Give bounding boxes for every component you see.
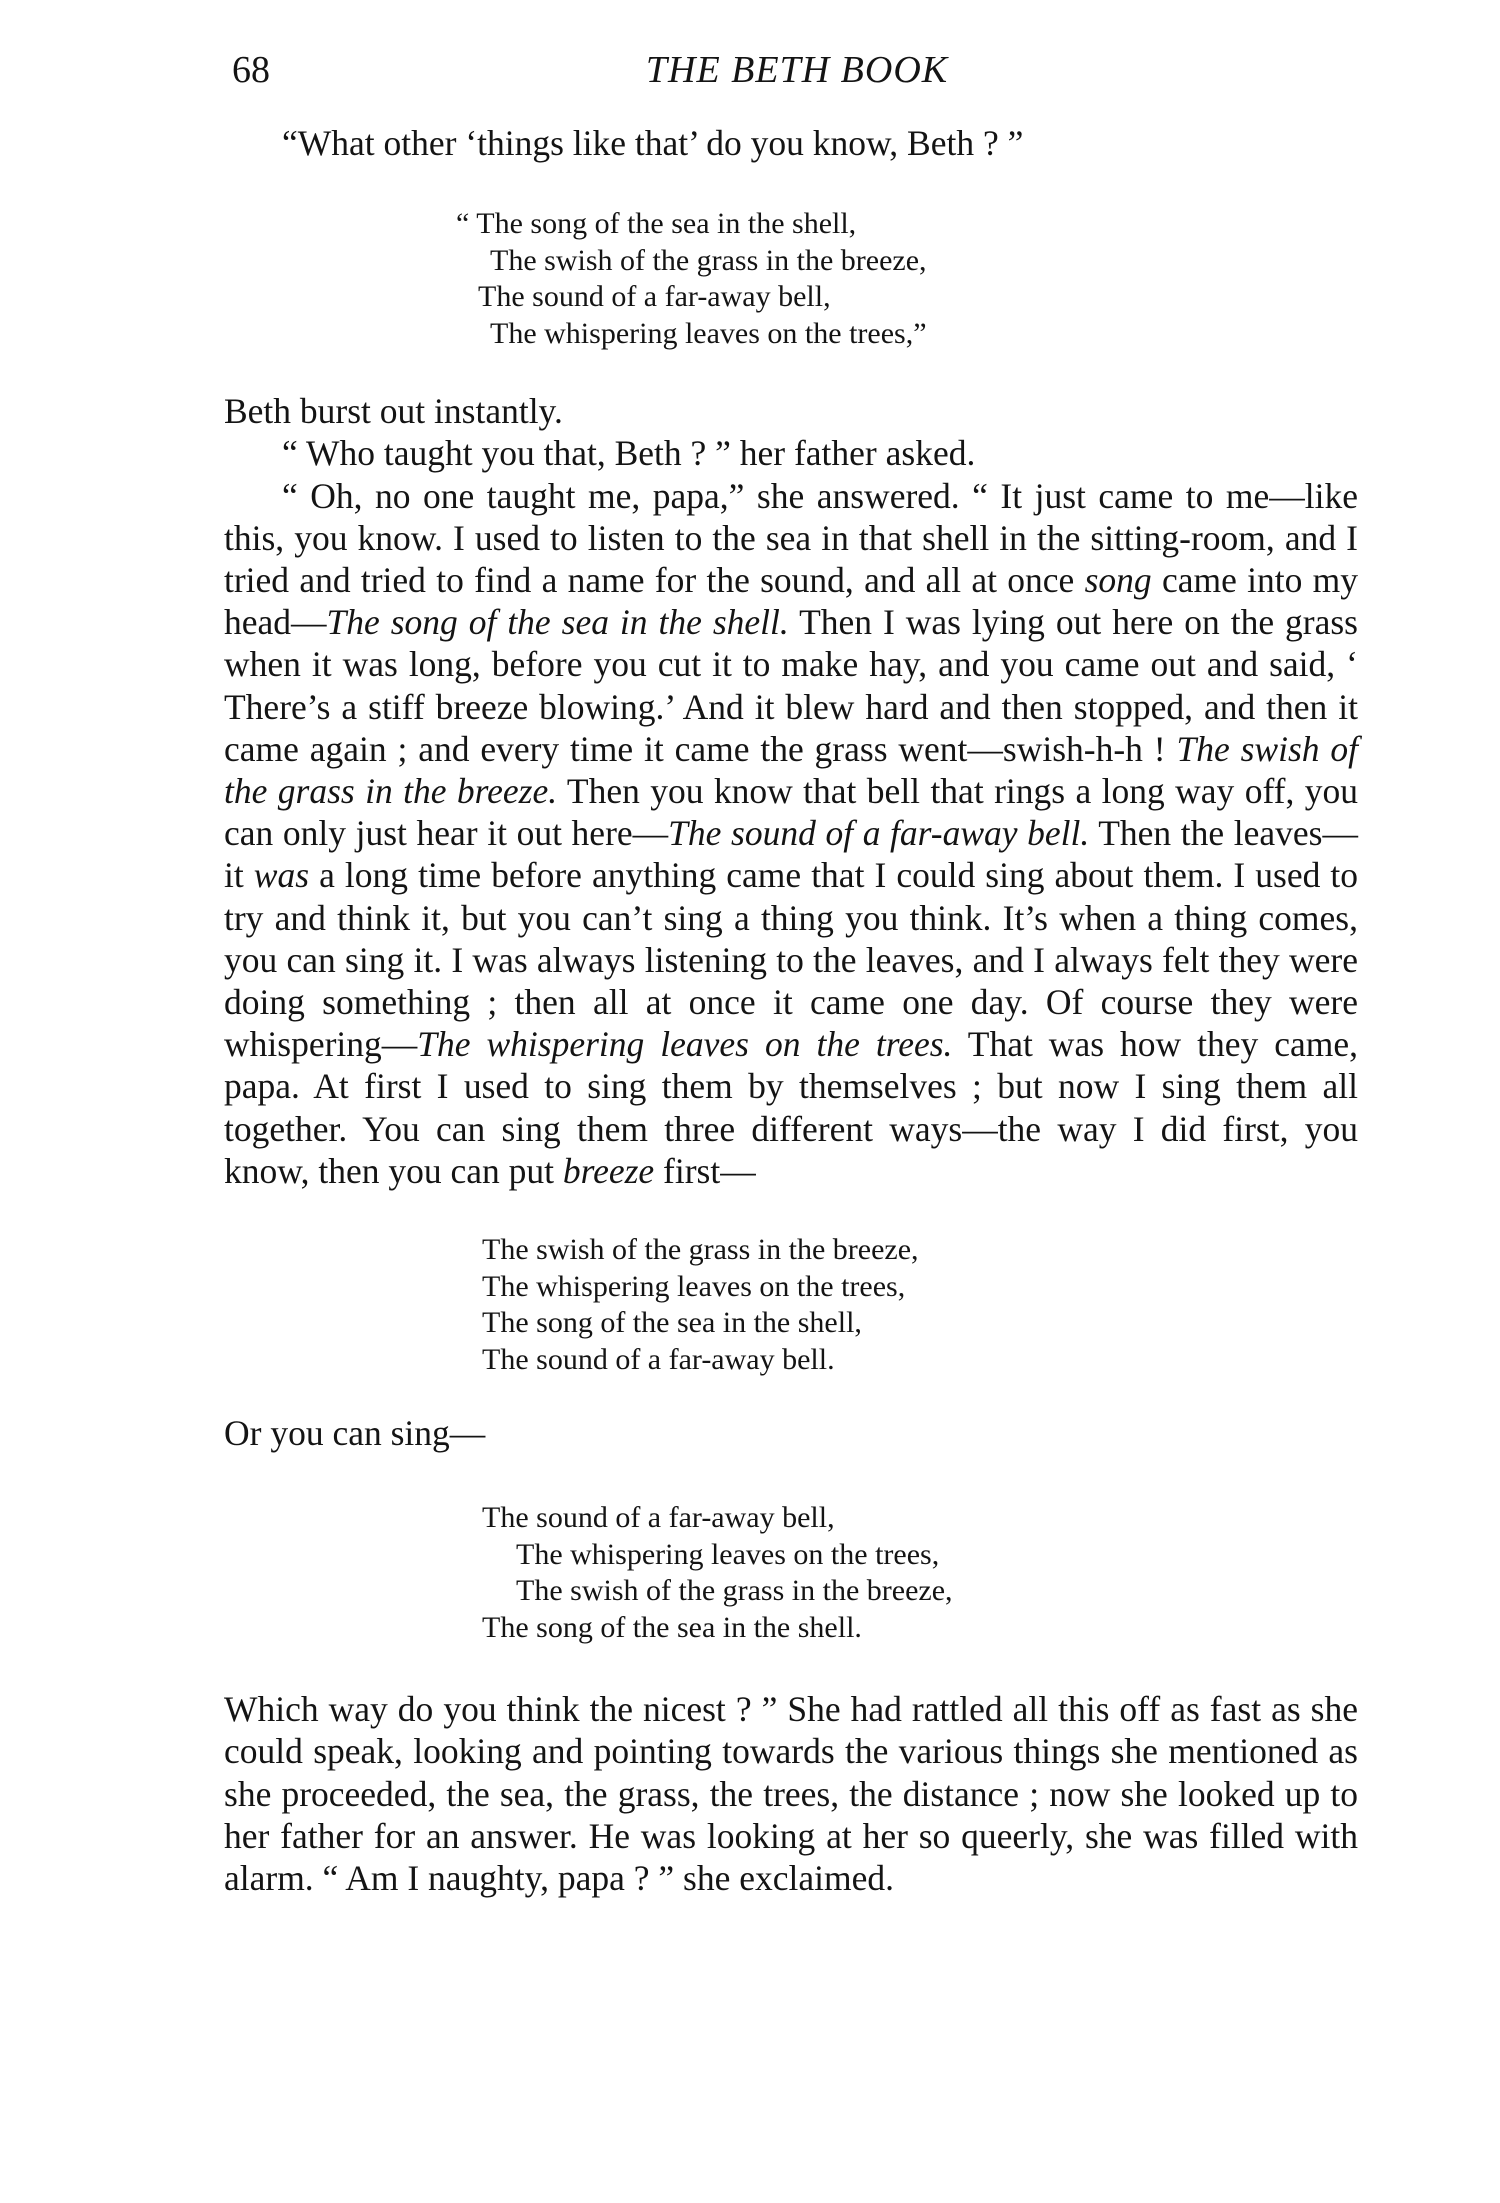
poem-line: The sound of a far-away bell.: [482, 1342, 835, 1376]
text-run: Then the leaves—it: [224, 813, 1358, 896]
paragraph-which-way: Which way do you think the nicest ? ” She had rattled all this off as fast as she could speak, looking and pointing towards the various things she mentioned as she proceeded, the sea, the grass, the trees, the distance ; now she looked up to her father for an answer. He was looking at her so queerly, she was filled with alarm. “ Am I naughty, papa ? ” she exclaimed.: [224, 1689, 1358, 1899]
text-run: a long time before anything came that I could sing about them. I used to try and think it, but you can’t sing a thing you think. It’s when a thing comes, you can sing it. I was always listening to the leaves, and I always felt they were doing something ; then all at once it came one day. Of course they were whispering—: [224, 855, 1358, 1065]
poem-stanza-2: [482, 1232, 1358, 1378]
poem-line: The whispering leaves on the trees,”: [490, 316, 927, 350]
poem-stanza-3: [482, 1500, 1358, 1646]
poem-line: The sound of a far-away bell,: [482, 1501, 835, 1535]
text-run: first—: [654, 1150, 756, 1191]
paragraph-father-asked: “ Who taught you that, Beth ? ” her father asked.: [282, 433, 976, 474]
page-number: 68: [232, 49, 270, 91]
paragraph-beth-burst: Beth burst out instantly.: [224, 391, 563, 432]
text-run: came into my head—: [224, 560, 1358, 643]
poem-line: The swish of the grass in the breeze,: [482, 1233, 919, 1267]
poem-line: The whispering leaves on the trees,: [516, 1537, 940, 1571]
paragraph-or-sing: Or you can sing—: [224, 1413, 486, 1454]
poem-stanza-1: [456, 206, 1358, 352]
page-body: [224, 122, 1358, 1899]
poem-line: The sound of a far-away bell,: [478, 280, 831, 314]
italic-phrase: The whispering leaves on the trees.: [417, 1024, 953, 1065]
poem-line: The song of the sea in the shell.: [482, 1610, 862, 1644]
poem-line: The swish of the grass in the breeze,: [490, 243, 927, 277]
text-run: That was how they came, papa. At first I used to sing them by themselves ; but now I sing them all together. You can sing them three different ways—the way I did first, you know, then you can put: [224, 1024, 1358, 1191]
poem-line: “ The song of the sea in the shell,: [456, 207, 857, 241]
poem-line: The song of the sea in the shell,: [482, 1306, 862, 1340]
text-run: Then you know that bell that rings a long way off, you can only just hear it out here—: [224, 771, 1358, 854]
italic-word: song: [1084, 560, 1152, 601]
text-run: “ Oh, no one taught me, papa,” she answered. “ It just came to me—like this, you know. I used to listen to the sea in that shell in the sitting-room, and I tried and tried to find a name for the sound, and all at once: [224, 475, 1358, 601]
italic-phrase: The sound of a far-away bell.: [668, 813, 1090, 854]
text-run: Then I was lying out here on the grass when it was long, before you cut it to make hay, and you came out and said, ‘ There’s a stiff breeze blowing.’ And it blew hard and then stopped, and then it came again ; and every time it came the grass went—swish-h-h !: [224, 602, 1358, 769]
running-title: THE BETH BOOK: [645, 49, 949, 91]
italic-word: breeze: [562, 1150, 655, 1191]
italic-word: was: [253, 855, 310, 896]
paragraph-question: “What other ‘things like that’ do you know, Beth ? ”: [282, 123, 1024, 163]
italic-phrase: The swish of the grass in the breeze.: [224, 728, 1358, 812]
poem-line: The swish of the grass in the breeze,: [516, 1574, 953, 1608]
page-header: [232, 48, 1362, 98]
italic-phrase: The song of the sea in the shell.: [326, 602, 789, 643]
paragraph-beth-explains: [224, 475, 1358, 1192]
poem-line: The whispering leaves on the trees,: [482, 1269, 906, 1303]
